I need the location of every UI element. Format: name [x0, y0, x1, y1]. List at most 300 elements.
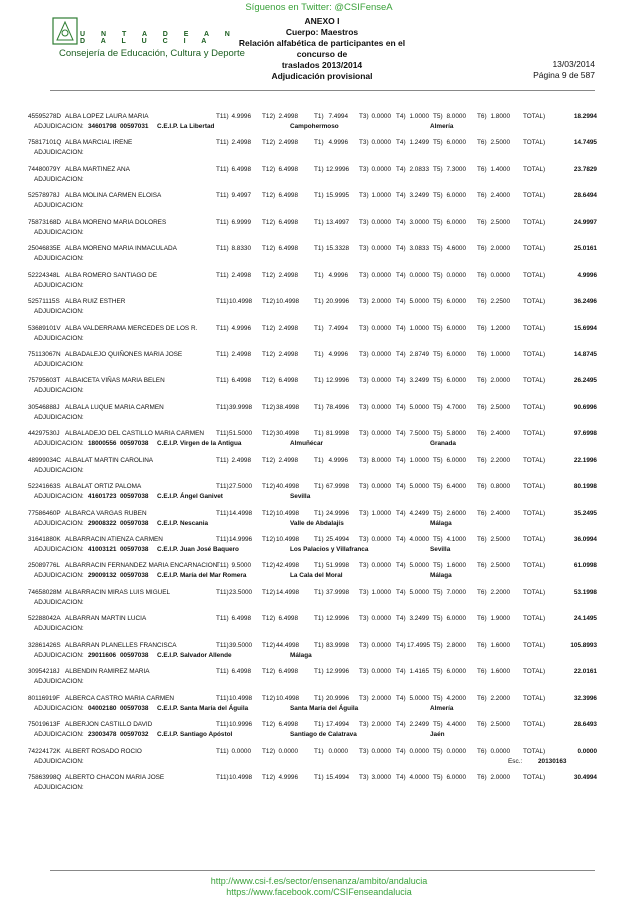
score-label-t4: T4) — [396, 139, 406, 147]
score-t4: 1.0000 — [409, 324, 429, 332]
center-name: C.E.I.P. Juan José Baquero — [157, 546, 239, 553]
score-label-t11: T11) — [216, 324, 229, 332]
score-t1: 12.9996 — [326, 668, 350, 676]
score-label-t4: T4) — [396, 641, 406, 649]
score-t1: 78.4996 — [326, 403, 350, 411]
participant-row — [28, 166, 598, 192]
participant-name: ALBENDIN RAMIREZ MARIA — [65, 668, 150, 676]
score-t6: 1.2000 — [490, 324, 510, 332]
score-label-t12: T12) — [262, 641, 276, 649]
score-label-t6: T6) — [477, 668, 487, 676]
score-label-t1: T1) — [314, 668, 324, 676]
adjudicacion-label: ADJUDICACION: — [34, 572, 84, 580]
score-label-t5: T5) — [433, 324, 443, 332]
score-t5: 4.1000 — [446, 536, 466, 543]
score-label-t3: T3) — [359, 324, 369, 332]
score-t12: 10.4998 — [276, 298, 300, 306]
score-t1: 17.4994 — [326, 721, 350, 729]
score-label-t12: T12) — [262, 165, 276, 173]
score-label-t4: T4) — [396, 456, 406, 464]
score-label-t12: T12) — [262, 694, 276, 702]
score-label-total: TOTAL) — [523, 483, 546, 491]
locality-name: Málaga — [290, 651, 312, 659]
participant-row — [28, 695, 598, 721]
score-t3: 0.0000 — [371, 403, 391, 411]
adjudicacion-label: ADJUDICACION: — [34, 731, 84, 739]
page-header — [50, 14, 595, 86]
locality-name: Sevilla — [290, 493, 311, 501]
score-label-t5: T5) — [433, 509, 443, 517]
score-label-t6: T6) — [477, 747, 487, 755]
score-t11: 10.4998 — [229, 773, 253, 781]
score-total: 61.0998 — [573, 562, 597, 570]
score-t5: 5.8000 — [446, 430, 466, 438]
score-t4: 17.4995 — [407, 641, 431, 649]
center-code: 29011606 — [88, 651, 117, 659]
cuerpo-code: 00597038 — [120, 546, 149, 553]
score-label-t3: T3) — [359, 562, 369, 570]
score-t1: 20.9996 — [326, 298, 350, 306]
footer — [0, 876, 638, 898]
score-label-total: TOTAL) — [523, 377, 546, 385]
cuerpo-code: 00597032 — [120, 731, 149, 739]
score-t5: 4.2000 — [446, 694, 466, 702]
score-label-total: TOTAL) — [523, 668, 546, 676]
footer-divider — [50, 870, 595, 871]
center-code: 18000556 — [88, 440, 117, 448]
score-label-t5: T5) — [433, 165, 443, 173]
score-t11: 2.4998 — [231, 456, 251, 464]
score-label-t4: T4) — [396, 430, 406, 438]
score-t5: 0.0000 — [446, 747, 466, 755]
score-t5: 8.0000 — [446, 113, 466, 120]
score-label-t12: T12) — [262, 245, 276, 253]
score-t6: 2.0000 — [490, 773, 510, 781]
adjudicacion-label: ADJUDICACION: — [34, 519, 84, 527]
center-code: 34601798 — [88, 123, 117, 130]
score-label-t11: T11) — [216, 456, 229, 464]
score-t4: 0.0000 — [409, 747, 429, 755]
twitter-link[interactable]: Síguenos en Twitter: @CSIFenseA — [245, 2, 393, 13]
score-t4: 1.0000 — [409, 113, 429, 120]
score-t12: 10.4998 — [276, 536, 300, 543]
score-t12: 10.4998 — [276, 694, 300, 702]
document-title — [232, 16, 412, 82]
participant-name: ALBA MORENO MARIA INMACULADA — [65, 245, 177, 253]
score-t12: 6.4998 — [278, 615, 298, 623]
score-label-t1: T1) — [314, 536, 324, 543]
score-t6: 2.0000 — [490, 245, 510, 253]
locality-name: Santiago de Calatrava — [290, 731, 357, 739]
score-label-t6: T6) — [477, 298, 487, 306]
participant-row — [28, 774, 598, 800]
score-total: 24.1495 — [573, 615, 597, 623]
score-t3: 0.0000 — [371, 641, 391, 649]
score-t1: 15.9995 — [326, 192, 350, 200]
score-label-t3: T3) — [359, 271, 369, 279]
score-total: 23.7829 — [573, 165, 597, 173]
csif-web-link[interactable]: http://www.csi-f.es/sector/ensenanza/ambito/andalucia — [210, 876, 428, 886]
participant-dni: 53689101V — [28, 324, 61, 332]
score-label-total: TOTAL) — [523, 536, 546, 543]
score-label-t5: T5) — [433, 271, 443, 279]
score-t4: 5.0000 — [409, 588, 429, 596]
adjudicacion-label: ADJUDICACION: — [34, 123, 84, 130]
score-t1: 4.9996 — [328, 350, 348, 358]
score-t12: 40.4998 — [276, 483, 300, 491]
score-label-t11: T11) — [216, 298, 229, 306]
participant-row — [28, 642, 598, 668]
score-label-total: TOTAL) — [523, 113, 546, 120]
province-name: Almería — [430, 704, 454, 712]
adjudicacion-label: ADJUDICACION: — [34, 228, 84, 236]
participant-name: ALBARRACIN ATIENZA CARMEN — [65, 536, 163, 543]
score-t1: 12.9996 — [326, 377, 350, 385]
adjudicacion-label: ADJUDICACION: — [34, 546, 84, 553]
participant-name: ALBERTO CHACON MARIA JOSE — [65, 773, 165, 781]
score-t5: 6.0000 — [446, 298, 466, 306]
locality-name: Valle de Abdalajís — [290, 519, 344, 527]
score-total: 0.0000 — [577, 747, 597, 755]
score-label-t6: T6) — [477, 773, 487, 781]
score-t11: 9.4997 — [231, 192, 251, 200]
score-label-t11: T11) — [216, 615, 229, 623]
score-t12: 6.4998 — [278, 165, 298, 173]
score-t3: 0.0000 — [371, 747, 391, 755]
score-t11: 6.4998 — [231, 377, 251, 385]
score-label-t12: T12) — [262, 773, 276, 781]
score-label-t1: T1) — [314, 562, 324, 570]
locality-name: Campohermoso — [290, 123, 339, 130]
province-name: Málaga — [430, 572, 452, 580]
participant-row — [28, 351, 598, 377]
score-label-t4: T4) — [396, 483, 406, 491]
score-label-t11: T11) — [216, 641, 229, 649]
center-name: C.E.I.P. María del Mar Romera — [157, 572, 247, 580]
score-label-total: TOTAL) — [523, 298, 546, 306]
participant-name: ALBA MARTINEZ ANA — [65, 165, 130, 173]
score-label-t3: T3) — [359, 588, 369, 596]
relacion-line1: Relación alfabética de participantes en el concurso de — [238, 38, 406, 59]
center-name: C.E.I.P. Nescania — [157, 519, 209, 527]
score-t5: 6.0000 — [446, 324, 466, 332]
adjudicacion-label: ADJUDICACION: — [34, 466, 84, 474]
score-t4: 0.0000 — [409, 271, 429, 279]
score-label-t12: T12) — [262, 430, 276, 438]
participant-dni: 32861426S — [28, 641, 61, 649]
score-t3: 3.0000 — [371, 773, 391, 781]
score-t5: 6.0000 — [446, 139, 466, 147]
score-label-t3: T3) — [359, 641, 369, 649]
score-label-t5: T5) — [433, 139, 443, 147]
score-label-t6: T6) — [477, 509, 487, 517]
center-name: C.E.I.P. Ángel Ganivet — [157, 493, 223, 501]
participant-name: ALBERT ROSADO ROCIO — [65, 747, 142, 755]
score-label-t12: T12) — [262, 403, 276, 411]
score-t4: 5.0000 — [409, 403, 429, 411]
score-t12: 2.4998 — [278, 139, 298, 147]
score-t1: 37.9998 — [326, 588, 350, 596]
junta-logo — [50, 14, 250, 84]
score-label-t11: T11) — [216, 694, 229, 702]
score-t1: 4.9996 — [328, 139, 348, 147]
participant-list — [28, 113, 598, 800]
score-t12: 44.4998 — [276, 641, 300, 649]
score-label-t4: T4) — [396, 298, 406, 306]
participant-row — [28, 139, 598, 165]
score-label-t3: T3) — [359, 483, 369, 491]
score-label-t3: T3) — [359, 298, 369, 306]
score-total: 14.8745 — [573, 350, 597, 358]
participant-dni: 75019613F — [28, 721, 61, 729]
cuerpo-code: 00597038 — [120, 493, 149, 501]
score-label-total: TOTAL) — [523, 562, 546, 570]
score-label-t11: T11) — [216, 588, 229, 596]
score-label-t6: T6) — [477, 324, 487, 332]
participant-dni: 74224172K — [28, 747, 61, 755]
participant-row — [28, 298, 598, 324]
score-total: 36.2496 — [573, 298, 597, 306]
score-t12: 6.4998 — [278, 192, 298, 200]
score-label-total: TOTAL) — [523, 245, 546, 253]
score-t3: 8.0000 — [371, 456, 391, 464]
adjudicacion-label: ADJUDICACION: — [34, 281, 84, 289]
score-t11: 6.4998 — [231, 165, 251, 173]
score-t6: 2.2000 — [490, 694, 510, 702]
adjudicacion-label: ADJUDICACION: — [34, 625, 84, 633]
score-label-t12: T12) — [262, 324, 276, 332]
score-t4: 1.0000 — [409, 456, 429, 464]
score-label-t11: T11) — [216, 721, 229, 729]
score-label-t3: T3) — [359, 456, 369, 464]
score-t12: 2.4998 — [278, 350, 298, 358]
score-label-t4: T4) — [396, 773, 406, 781]
center-code: 29008322 — [88, 519, 117, 527]
esc-label: Esc.: — [508, 757, 523, 765]
participant-name: ALBALA LUQUE MARIA CARMEN — [65, 403, 164, 411]
score-label-t4: T4) — [396, 747, 406, 755]
score-t1: 15.3328 — [326, 245, 350, 253]
score-total: 30.4994 — [573, 773, 597, 781]
score-t5: 6.0000 — [446, 615, 466, 623]
adjudicacion-label: Adjudicación provisional — [271, 71, 373, 81]
score-label-total: TOTAL) — [523, 430, 546, 438]
score-total: 18.2994 — [573, 113, 597, 120]
score-label-t3: T3) — [359, 615, 369, 623]
adjudicacion-label: ADJUDICACION: — [34, 598, 84, 606]
score-label-t4: T4) — [396, 192, 406, 200]
score-label-t4: T4) — [396, 536, 406, 543]
score-total: 53.1998 — [573, 588, 597, 596]
score-t5: 0.0000 — [446, 271, 466, 279]
score-t4: 1.4165 — [409, 668, 429, 676]
score-label-t1: T1) — [314, 245, 324, 253]
score-label-t12: T12) — [262, 113, 276, 120]
score-label-total: TOTAL) — [523, 192, 546, 200]
score-t11: 8.8330 — [231, 245, 251, 253]
score-label-t11: T11) — [216, 377, 229, 385]
adjudicacion-label: ADJUDICACION: — [34, 334, 84, 342]
score-label-total: TOTAL) — [523, 350, 546, 358]
score-label-t5: T5) — [433, 668, 443, 676]
score-t5: 1.6000 — [446, 562, 466, 570]
participant-row — [28, 113, 598, 139]
score-label-t3: T3) — [359, 668, 369, 676]
score-label-total: TOTAL) — [523, 456, 546, 464]
score-t11: 9.5000 — [231, 562, 251, 570]
score-t3: 0.0000 — [371, 113, 391, 120]
score-label-t11: T11) — [216, 509, 229, 517]
score-label-t4: T4) — [396, 562, 406, 570]
score-label-total: TOTAL) — [523, 218, 546, 226]
score-t4: 2.2499 — [409, 721, 429, 729]
score-label-t11: T11) — [216, 245, 229, 253]
score-label-t6: T6) — [477, 377, 487, 385]
score-label-t6: T6) — [477, 721, 487, 729]
score-t1: 12.9996 — [326, 165, 350, 173]
participant-row — [28, 404, 598, 430]
score-label-t6: T6) — [477, 562, 487, 570]
score-total: 35.2495 — [573, 509, 597, 517]
score-t11: 6.4998 — [231, 615, 251, 623]
participant-dni: 44297530J — [28, 430, 60, 438]
score-t4: 3.2499 — [409, 192, 429, 200]
score-label-t12: T12) — [262, 588, 276, 596]
score-t6: 0.8000 — [490, 483, 510, 491]
participant-name: ALBA MARCIAL IRENE — [65, 139, 133, 147]
score-t1: 81.9998 — [326, 430, 350, 438]
score-label-t5: T5) — [433, 298, 443, 306]
score-t6: 2.5000 — [490, 562, 510, 570]
score-t5: 6.4000 — [446, 483, 466, 491]
score-t11: 4.9996 — [231, 113, 251, 120]
participant-name: ALBA RUIZ ESTHER — [65, 298, 126, 306]
score-label-t3: T3) — [359, 350, 369, 358]
score-label-t1: T1) — [314, 165, 324, 173]
score-t12: 0.0000 — [278, 747, 298, 755]
score-label-t4: T4) — [396, 113, 406, 120]
date-page-info — [533, 59, 595, 81]
score-label-t1: T1) — [314, 456, 324, 464]
score-label-t6: T6) — [477, 165, 487, 173]
score-label-t6: T6) — [477, 483, 487, 491]
participant-row — [28, 483, 598, 509]
locality-name: Almuñécar — [290, 440, 324, 448]
score-label-t5: T5) — [433, 483, 443, 491]
adjudicacion-label: ADJUDICACION: — [34, 678, 84, 686]
cuerpo-code: 00597031 — [120, 123, 149, 130]
score-label-t6: T6) — [477, 536, 487, 543]
score-t3: 2.0000 — [371, 298, 391, 306]
score-label-t4: T4) — [396, 615, 406, 623]
participant-dni: 45595278D — [28, 113, 62, 120]
participant-name: ALBARRACIN FERNANDEZ MARIA ENCARNACION — [65, 562, 218, 570]
participant-row — [28, 245, 598, 271]
score-t4: 3.0833 — [409, 245, 429, 253]
score-label-t1: T1) — [314, 483, 324, 491]
participant-dni: 52571115S — [28, 298, 60, 306]
score-total: 26.2495 — [573, 377, 597, 385]
score-label-total: TOTAL) — [523, 747, 546, 755]
score-label-t3: T3) — [359, 536, 369, 543]
score-t11: 2.4998 — [231, 350, 251, 358]
score-label-t3: T3) — [359, 377, 369, 385]
score-label-t5: T5) — [433, 456, 443, 464]
center-name: C.E.I.P. Virgen de la Antigua — [157, 440, 242, 448]
score-label-t6: T6) — [477, 403, 487, 411]
score-t5: 7.0000 — [446, 588, 466, 596]
score-t3: 1.0000 — [371, 588, 391, 596]
score-label-total: TOTAL) — [523, 403, 546, 411]
score-label-t12: T12) — [262, 192, 276, 200]
score-t11: 23.5000 — [229, 588, 253, 596]
score-label-t12: T12) — [262, 377, 276, 385]
score-total: 28.6494 — [573, 192, 597, 200]
participant-dni: 75873168D — [28, 218, 62, 226]
score-t4: 4.0000 — [409, 773, 429, 781]
score-label-t1: T1) — [314, 218, 324, 226]
score-label-t5: T5) — [433, 773, 443, 781]
document-date: 13/03/2014 — [552, 59, 595, 69]
score-t4: 5.0000 — [409, 483, 429, 491]
score-t1: 24.9996 — [326, 509, 350, 517]
score-t3: 0.0000 — [371, 165, 391, 173]
score-label-t6: T6) — [477, 271, 487, 279]
score-total: 36.0994 — [573, 536, 597, 543]
score-t1: 83.9998 — [326, 641, 350, 649]
adjudicacion-label: ADJUDICACION: — [34, 202, 84, 210]
score-total: 22.0161 — [573, 668, 597, 676]
score-t11: 39.5000 — [229, 641, 253, 649]
score-label-t5: T5) — [433, 562, 443, 570]
score-t6: 2.5000 — [490, 218, 510, 226]
participant-dni: 77586460P — [28, 509, 61, 517]
center-code: 29009132 — [88, 572, 117, 580]
participant-dni: 75795603T — [28, 377, 61, 385]
score-label-total: TOTAL) — [523, 509, 546, 517]
score-label-t1: T1) — [314, 403, 324, 411]
participant-dni: 75863998Q — [28, 773, 62, 781]
score-label-t1: T1) — [314, 377, 324, 385]
csif-facebook-link[interactable]: https://www.facebook.com/CSIFenseandalucia — [226, 887, 412, 897]
score-total: 25.0161 — [573, 245, 597, 253]
participant-dni: 75817101Q — [28, 139, 62, 147]
score-total: 24.9997 — [573, 218, 597, 226]
score-t12: 2.4998 — [278, 456, 298, 464]
score-label-t5: T5) — [433, 588, 443, 596]
adjudicacion-label: ADJUDICACION: — [34, 783, 84, 791]
score-t1: 13.4997 — [326, 218, 350, 226]
score-t6: 2.4000 — [490, 430, 510, 438]
score-t6: 2.5000 — [490, 536, 510, 543]
score-t5: 6.0000 — [446, 668, 466, 676]
participant-dni: 52224348L — [28, 271, 60, 279]
participant-row — [28, 510, 598, 536]
locality-name: La Cala del Moral — [290, 572, 343, 580]
score-t3: 1.0000 — [371, 192, 391, 200]
score-t12: 6.4998 — [278, 721, 298, 729]
province-name: Granada — [430, 440, 456, 448]
participant-dni: 52578978J — [28, 192, 60, 200]
score-t5: 4.4000 — [446, 721, 466, 729]
page-number: Página 9 de 587 — [533, 70, 595, 80]
score-label-t3: T3) — [359, 509, 369, 517]
relacion-line2: traslados 2013/2014 — [281, 60, 363, 70]
score-t12: 6.4998 — [278, 218, 298, 226]
cuerpo-code: 00597038 — [120, 519, 149, 527]
adjudicacion-label: ADJUDICACION: — [34, 493, 84, 501]
score-label-t4: T4) — [396, 668, 406, 676]
